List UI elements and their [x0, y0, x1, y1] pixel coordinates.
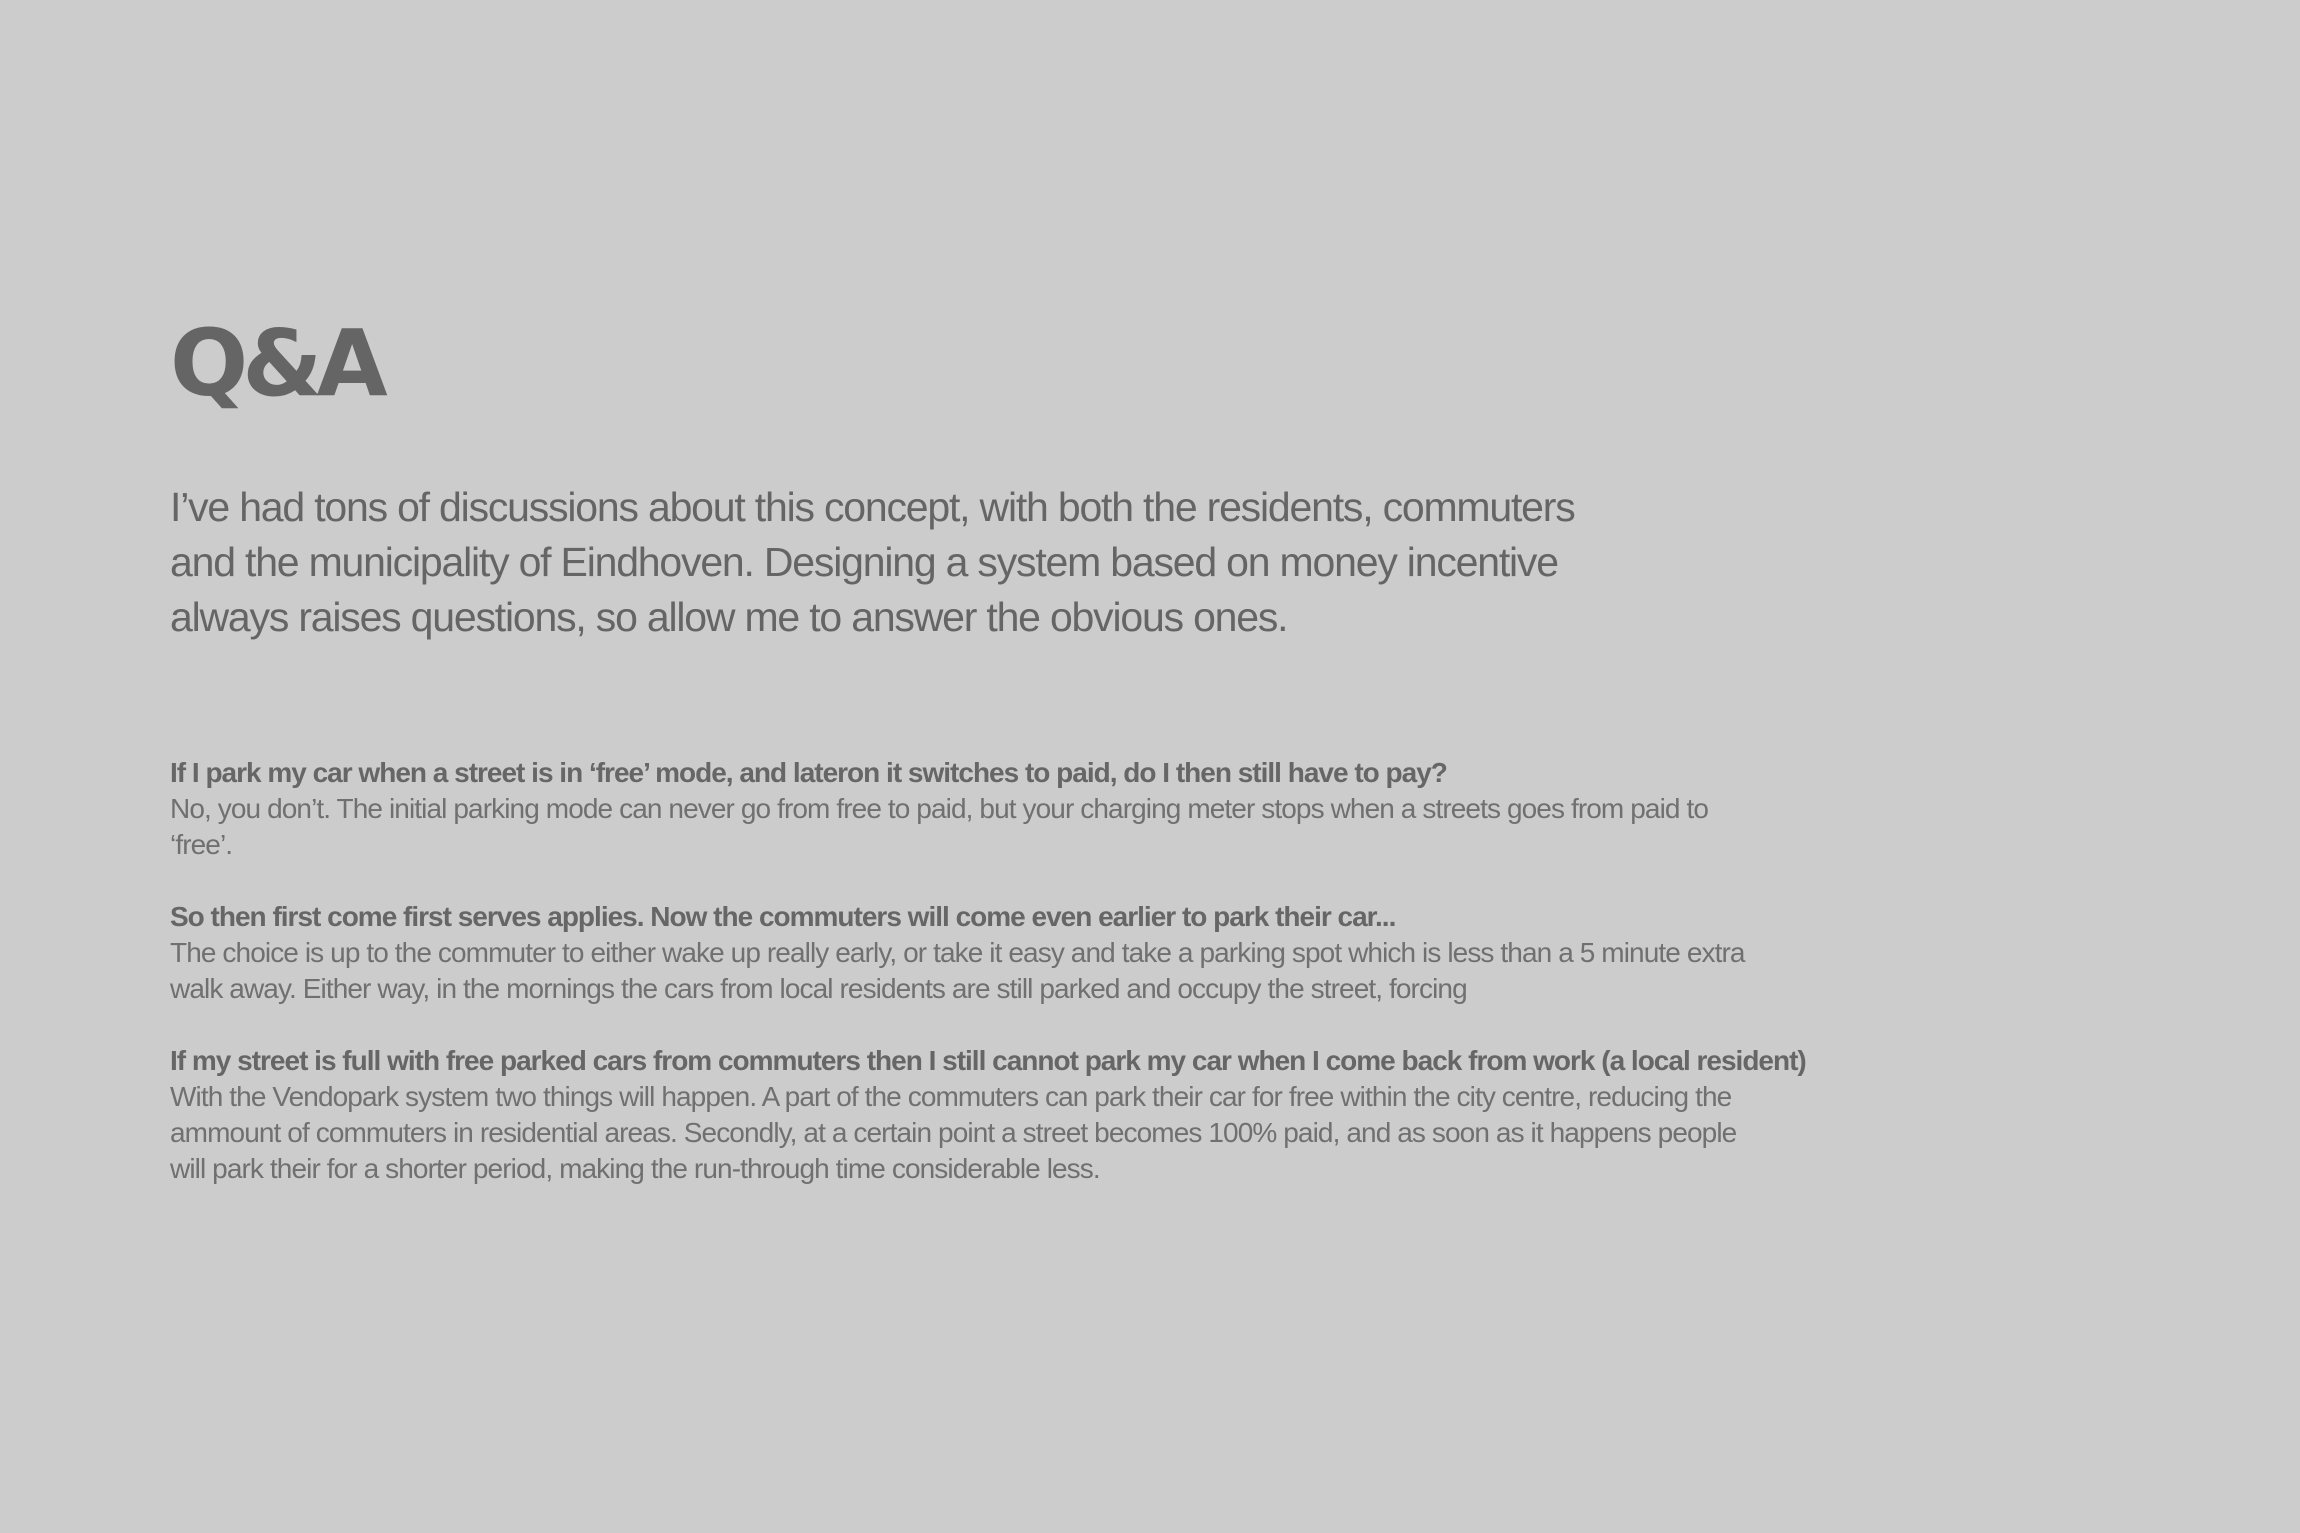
answer-line: walk away. Either way, in the mornings the cars from local residents are still parked and occupy the street, forcing — [170, 973, 1467, 1004]
qa-answer — [170, 1079, 2070, 1187]
answer-line: ammount of commuters in residential areas. Secondly, at a certain point a street becomes 100% paid, and as soon as it happens people — [170, 1117, 1737, 1148]
answer-line: ‘free’. — [170, 829, 233, 860]
intro-line: I’ve had tons of discussions about this concept, with both the residents, commuters — [170, 484, 1575, 530]
intro-paragraph — [170, 480, 1770, 645]
answer-line: The choice is up to the commuter to either wake up really early, or take it easy and take a parking spot which is less than a 5 minute extra — [170, 937, 1745, 968]
qa-question: If my street is full with free parked cars from commuters then I still cannot park my car when I come back from work (a local resident) — [170, 1045, 1806, 1076]
intro-line: always raises questions, so allow me to answer the obvious ones. — [170, 594, 1288, 640]
answer-line: will park their for a shorter period, making the run-through time considerable less. — [170, 1153, 1100, 1184]
qa-item — [170, 755, 2070, 863]
qa-list — [170, 755, 2070, 1223]
answer-line: With the Vendopark system two things will happen. A part of the commuters can park their car for free within the city centre, reducing the — [170, 1081, 1732, 1112]
intro-line: and the municipality of Eindhoven. Designing a system based on money incentive — [170, 539, 1558, 585]
page-title: Q&A — [170, 310, 382, 417]
qa-item — [170, 899, 2070, 1007]
qa-answer — [170, 935, 2070, 1007]
qa-item — [170, 1043, 2070, 1187]
qa-question: If I park my car when a street is in ‘free’ mode, and lateron it switches to paid, do I then still have to pay? — [170, 757, 1447, 788]
qa-answer — [170, 791, 2070, 863]
answer-line: No, you don’t. The initial parking mode can never go from free to paid, but your charging meter stops when a streets goes from paid to — [170, 793, 1709, 824]
qa-question: So then first come first serves applies. Now the commuters will come even earlier to park their car... — [170, 901, 1396, 932]
